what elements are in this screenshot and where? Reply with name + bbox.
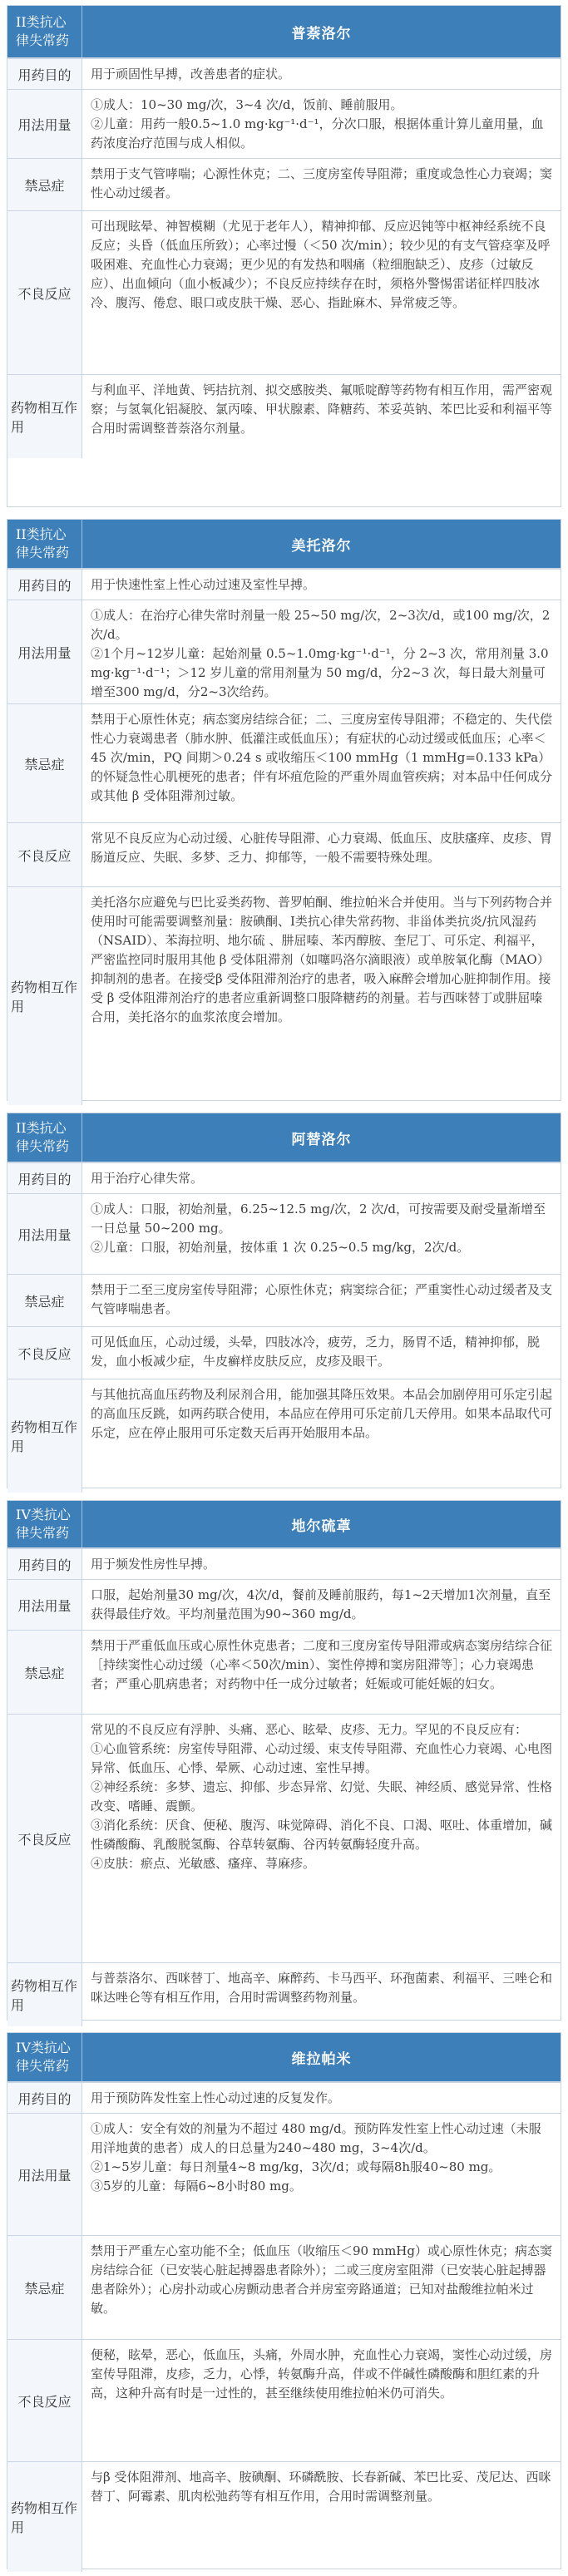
row-text: 与β 受体阻滞剂、地高辛、胺碘酮、环磷酰胺、长春新碱、苯巴比妥、茂尼达、西咪替丁、阿霉素、肌肉松弛药等有相互作用，合用时需调整剂量。 (91, 2470, 551, 2504)
row-value (82, 2340, 561, 2461)
card-header (7, 6, 561, 58)
card-header (7, 1113, 561, 1162)
row-text: 禁用于支气管哮喘；心源性休克；二、三度房室传导阻滞；重度或急性心力衰竭；窦性心动过缓者。 (91, 166, 553, 200)
row-text: ②1个月~12岁儿童：起始剂量 0.5~1.0mg·kg⁻¹·d⁻¹，分 2~3 次，常用剂量 3.0 mg·kg⁻¹·d⁻¹；＞12 岁儿童的常用剂量为 50 mg/d，分2~3 次，每日最大剂量可增至300 mg/d，分2~3次给药。 (91, 646, 549, 699)
info-row (7, 374, 561, 458)
drug-title: 阿替洛尔 (291, 1131, 352, 1148)
drug-class-label: II类抗心律失常药 (7, 6, 82, 57)
row-text: ①心血管系统：房室传导阻滞、心动过缓、束支传导阻滞、充血性心力衰竭、心电图异常、低血压、心悸、晕厥、心动过速、室性早搏。 (91, 1741, 553, 1775)
row-value (82, 375, 561, 458)
info-row (7, 2339, 561, 2461)
row-text: 禁用于二至三度房室传导阻滞；心原性休克；病窦综合征；严重窦性心动过缓者及支气管哮喘患者。 (91, 1282, 553, 1316)
row-text: ③消化系统：厌食、便秘、腹泻、味觉障碍、消化不良、口渴、呕吐、体重增加，碱性磷酸酶、乳酸脱氢酶、谷草转氨酶、谷丙转氨酶轻度升高。 (91, 1818, 553, 1852)
row-label: 禁忌症 (7, 1275, 82, 1326)
row-value (82, 1715, 561, 1962)
info-row (7, 2235, 561, 2339)
info-row (7, 1579, 561, 1630)
row-text: ④皮肤：瘀点、光敏感、瘙痒、荨麻疹。 (91, 1856, 316, 1871)
drug-class-label: IV类抗心律失常药 (7, 1501, 82, 1547)
row-label: 禁忌症 (7, 704, 82, 822)
row-text: ③5岁的儿童：每隔6~8小时80 mg。 (91, 2179, 302, 2194)
row-label: 不良反应 (7, 2340, 82, 2461)
row-value (82, 1163, 561, 1193)
info-row (7, 158, 561, 210)
row-label: 不良反应 (7, 1327, 82, 1379)
row-text: ①成人：在治疗心律失常时剂量一般 25~50 mg/次，2~3次/d，或100 mg/次，2次/d。 (91, 608, 551, 642)
card-5 (7, 2032, 561, 2569)
row-text: 常见不良反应为心动过缓、心脏传导阻滞、心力衰竭、低血压、皮肤瘙痒、皮疹、胃肠道反应、失眠、多梦、乏力、抑郁等，一般不需要特殊处理。 (91, 831, 553, 865)
row-value (82, 90, 561, 158)
info-row (7, 600, 561, 703)
info-row (7, 569, 561, 600)
row-label: 禁忌症 (7, 2236, 82, 2339)
row-label: 用药目的 (7, 2083, 82, 2113)
row-text: 口服，起始剂量30 mg/次，4次/d，餐前及睡前服药，每1~2天增加1次剂量，直至获得最佳疗效。平均剂量范围为90~360 mg/d。 (91, 1587, 551, 1621)
info-row (7, 58, 561, 89)
row-label: 不良反应 (7, 823, 82, 886)
info-row (7, 1162, 561, 1193)
row-text: 与其他抗高血压药物及利尿剂合用，能加强其降压效果。本品会加剧停用可乐定引起的高血压反跳，如两药联合使用，本品应在停用可乐定前几天停用。如果本品取代可乐定，应在停止服用可乐定数天后再开始服用本品。 (91, 1387, 553, 1440)
card-1 (7, 5, 561, 507)
row-value (82, 1631, 561, 1714)
info-row (7, 1379, 561, 1493)
row-label: 用药目的 (7, 1549, 82, 1579)
row-value (82, 887, 561, 1105)
row-text: ②1~5岁儿童：每日剂量4~8 mg/kg，3次/d；或每隔8h服40~80 mg。 (91, 2159, 501, 2174)
row-text: 禁用于严重低血压或心原性休克患者；二度和三度房室传导阻滞或病态窦房结综合征［持续窦性心动过缓（心率＜50次/min）、窦性停搏和窦房阻滞等］；心力衰竭患者；严重心肌病患者；对药物中任一成分过敏者；妊娠或可能妊娠的妇女。 (91, 1638, 553, 1691)
row-value (82, 1963, 561, 2026)
row-value (82, 823, 561, 886)
card-header (7, 2033, 561, 2082)
row-label: 药物相互作用 (7, 887, 82, 1105)
drug-class-label: II类抗心律失常药 (7, 1113, 82, 1162)
row-label: 药物相互作用 (7, 1379, 82, 1493)
row-value (82, 2114, 561, 2235)
row-value (82, 1275, 561, 1326)
row-text: 用于频发性房性早搏。 (91, 1557, 216, 1572)
row-value (82, 1327, 561, 1379)
row-text: 用于治疗心律失常。 (91, 1171, 204, 1186)
row-text: ①成人：安全有效的剂量为不超过 480 mg/d。预防阵发性室上性心动过速（未服用洋地黄的患者）成人的日总量为240~480 mg，3~4次/d。 (91, 2121, 541, 2155)
row-label: 用法用量 (7, 2114, 82, 2235)
row-label: 用药目的 (7, 1163, 82, 1193)
row-label: 用法用量 (7, 1194, 82, 1274)
drug-title: 维拉帕米 (291, 2050, 352, 2068)
row-label: 禁忌症 (7, 1631, 82, 1714)
drug-class-label: II类抗心律失常药 (7, 520, 82, 568)
row-label: 用法用量 (7, 600, 82, 703)
row-text: ②儿童：口服，初始剂量，按体重 1 次 0.25~0.5 mg/kg，2次/d。 (91, 1240, 470, 1255)
card-header (7, 520, 561, 569)
info-row (7, 2461, 561, 2572)
card-2 (7, 519, 561, 1101)
row-value (82, 570, 561, 600)
row-value (82, 159, 561, 210)
info-row (7, 2082, 561, 2113)
info-row (7, 1714, 561, 1962)
info-row (7, 886, 561, 1105)
row-label: 药物相互作用 (7, 2462, 82, 2572)
row-text: 常见的不良反应有浮肿、头痛、恶心、眩晕、皮疹、无力。罕见的不良反应有： (91, 1722, 528, 1737)
drug-title: 普萘洛尔 (291, 25, 352, 42)
row-label: 用法用量 (7, 90, 82, 158)
row-label: 药物相互作用 (7, 1963, 82, 2026)
info-row (7, 1193, 561, 1274)
row-text: ①成人：口服，初始剂量，6.25~12.5 mg/次，2 次/d，可按需要及耐受量渐增至一日总量 50~200 mg。 (91, 1202, 546, 1236)
row-text: 便秘，眩晕，恶心，低血压，头痛，外周水肿，充血性心力衰竭，窦性心动过缓，房室传导阻滞，皮疹，乏力，心悸，转氨酶升高，伴或不伴碱性磷酸酶和胆红素的升高，这种升高有时是一过性的，甚至继续使用维拉帕米仍可消失。 (91, 2347, 553, 2401)
row-label: 用药目的 (7, 570, 82, 600)
row-text: ①成人：10~30 mg/次，3~4 次/d，饭前、睡前服用。 (91, 97, 403, 112)
info-row (7, 89, 561, 158)
drug-class-label: IV类抗心律失常药 (7, 2033, 82, 2081)
row-value (82, 2462, 561, 2572)
row-value (82, 1580, 561, 1630)
row-label: 不良反应 (7, 1715, 82, 1962)
card-4 (7, 1500, 561, 2021)
info-row (7, 1548, 561, 1579)
row-text: 可见低血压，心动过缓，头晕，四肢冰冷，疲劳，乏力，肠胃不适，精神抑郁，脱发，血小板减少症，牛皮癣样皮肤反应，皮疹及眼干。 (91, 1335, 541, 1369)
info-row (7, 1326, 561, 1379)
info-row (7, 1274, 561, 1326)
row-label: 禁忌症 (7, 159, 82, 210)
row-value (82, 59, 561, 89)
row-text: 禁用于心原性休克；病态窦房结综合征；二、三度房室传导阻滞；不稳定的、失代偿性心力衰竭患者（肺水肿、低灌注或低血压）；有症状的心动过缓或低血压；心率＜45 次/min，PQ 间期＞0.24 s 或收缩压＜100 mmHg（1 mmHg=0.133 kPa）的怀疑急性心肌梗死的患者；伴有坏疽危险的严重外周血管疾病；对本品中任何成分或其他 β 受体阻滞剂过敏。 (91, 712, 553, 803)
info-row (7, 822, 561, 886)
drug-title: 地尔硫䓬 (291, 1517, 352, 1535)
row-value (82, 2083, 561, 2113)
info-row (7, 703, 561, 822)
card-header (7, 1501, 561, 1548)
row-text: 禁用于严重左心室功能不全；低血压（收缩压＜90 mmHg）或心原性休克；病态窦房结综合征（已安装心脏起搏器患者除外）；二或三度房室阻滞（已安装心脏起搏器患者除外）；心房扑动或心房颤动患者合并房室旁路通道；已知对盐酸维拉帕米过敏。 (91, 2243, 552, 2316)
row-value (82, 2236, 561, 2339)
row-text: 美托洛尔应避免与巴比妥类药物、普罗帕酮、维拉帕米合并使用。当与下列药物合并使用时可能需要调整剂量：胺碘酮、Ⅰ类抗心律失常药物、非甾体类抗炎/抗风湿药（NSAID）、苯海拉明、地尔硫 、肼屈嗪、苯丙醇胺、奎尼丁、可乐定、利福平，严密监控同时服用其他 β 受体阻滞剂（如噻吗洛尔滴眼液）或单胺氧化酶（MAO）抑制剂的患者。在接受β 受体阻滞剂治疗的患者，吸入麻醉会增加心脏抑制作用。接受 β 受体阻滞剂治疗的患者应重新调整口服降糖药的剂量。若与西咪替丁或肼屈嗪合用，美托洛尔的血浆浓度会增加。 (91, 895, 553, 1024)
row-text: ②神经系统：多梦、遗忘、抑郁、步态异常、幻觉、失眠、神经质、感觉异常、性格改变、嗜睡、震颤。 (91, 1779, 553, 1814)
drug-title: 美托洛尔 (291, 537, 352, 555)
row-label: 不良反应 (7, 211, 82, 374)
card-3 (7, 1113, 561, 1488)
info-row (7, 210, 561, 374)
info-row (7, 1630, 561, 1714)
info-row (7, 2113, 561, 2235)
row-text: 可出现眩晕、神智模糊（尤见于老年人），精神抑郁、反应迟钝等中枢神经系统不良反应；头昏（低血压所致）；心率过慢（＜50 次/min）；较少见的有支气管痉挛及呼吸困难、充血性心力衰竭；更少见的有发热和咽痛（粒细胞缺乏）、皮疹（过敏反应）、出血倾向（血小板减少）；不良反应持续存在时，须格外警惕雷诺征样四肢冰冷、腹泻、倦怠、眼口或皮肤干燥、恶心、指趾麻木、异常疲乏等。 (91, 219, 551, 310)
row-value (82, 211, 561, 374)
row-text: 用于顽固性早搏，改善患者的症状。 (91, 67, 291, 81)
row-value (82, 1549, 561, 1579)
row-value (82, 1194, 561, 1274)
row-text: 用于快速性室上性心动过速及室性早搏。 (91, 577, 316, 592)
row-text: 用于预防阵发性室上性心动过速的反复发作。 (91, 2090, 341, 2105)
row-text: 与普萘洛尔、西咪替丁、地高辛、麻醉药、卡马西平、环孢菌素、利福平、三唑仑和咪达唑仑等有相互作用，合用时需调整药物剂量。 (91, 1971, 553, 2005)
info-row (7, 1962, 561, 2026)
row-value (82, 704, 561, 822)
row-label: 用药目的 (7, 59, 82, 89)
row-value (82, 1379, 561, 1493)
row-label: 用法用量 (7, 1580, 82, 1630)
row-value (82, 600, 561, 703)
row-text: 与利血平、洋地黄、钙拮抗剂、拟交感胺类、氟哌啶醇等药物有相互作用，需严密观察；与氢氧化铝凝胶、氯丙嗪、甲状腺素、降糖药、苯妥英钠、苯巴比妥和利福平等合用时需调整普萘洛尔剂量。 (91, 382, 553, 436)
row-text: ②儿童：用药一般0.5~1.0 mg·kg⁻¹·d⁻¹，分次口服，根据体重计算儿童用量，血药浓度治疗范围与成人相似。 (91, 116, 544, 151)
row-label: 药物相互作用 (7, 375, 82, 458)
